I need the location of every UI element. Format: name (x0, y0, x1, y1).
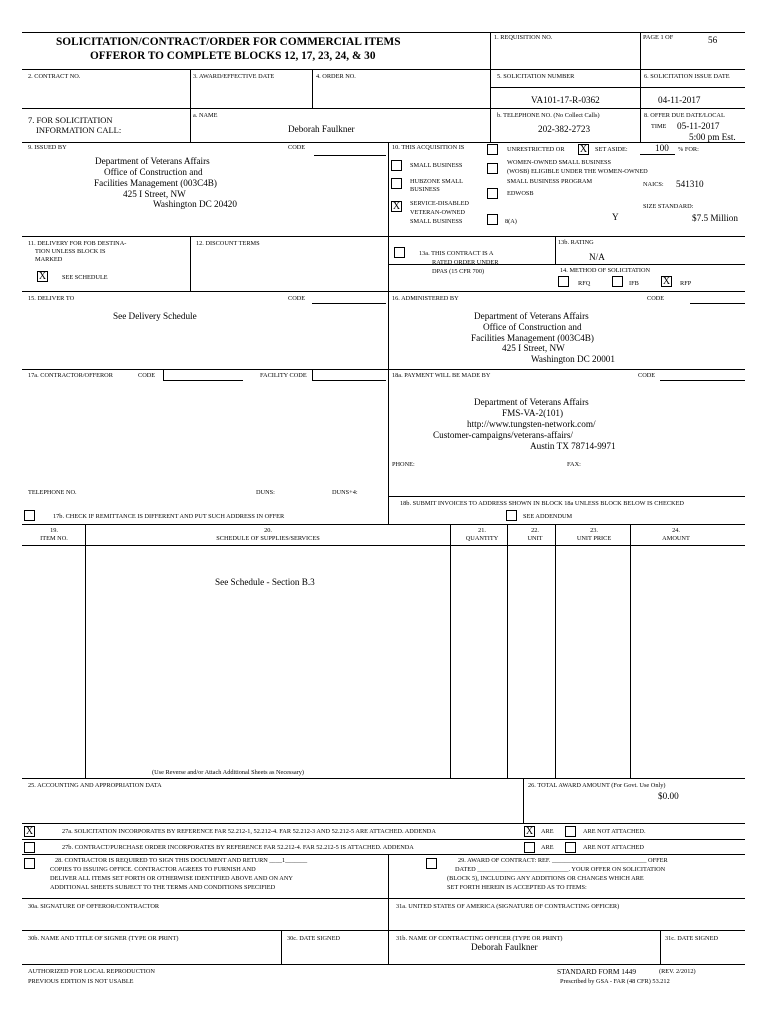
payment-line-2: FMS-VA-2(101) (502, 408, 564, 418)
rule (523, 778, 524, 823)
rated-order-label-1: 13a. THIS CONTRACT IS A (419, 250, 494, 257)
page-total: 56 (708, 35, 718, 45)
telephone-label: b. TELEPHONE NO. (No Collect Calls) (497, 112, 600, 119)
29-checkbox[interactable] (426, 858, 437, 869)
edwosb-checkbox[interactable] (487, 188, 498, 199)
payment-phone-label: PHONE: (392, 461, 415, 468)
rule (555, 524, 556, 778)
contract-no-label: 2. CONTRACT NO. (28, 73, 81, 80)
col-item-no: ITEM NO. (40, 535, 68, 542)
schedule-reference: See Schedule - Section B.3 (215, 577, 315, 587)
27b-are-not-label: ARE NOT ATTACHED (583, 844, 644, 851)
rule (314, 155, 386, 156)
rule (388, 142, 389, 524)
deliver-to-label: 15. DELIVER TO (28, 295, 75, 302)
co-name-label: 31b. NAME OF CONTRACTING OFFICER (TYPE OR PRINT) (396, 935, 563, 942)
col-unit: UNIT (527, 535, 543, 542)
set-aside-percent[interactable]: 100 (655, 143, 669, 153)
sdvosb-label-2: VETERAN-OWNED (410, 209, 465, 216)
payment-line-4: Customer-campaigns/veterans-affairs/ (433, 430, 573, 440)
remittance-label: 17b. CHECK IF REMITTANCE IS DIFFERENT AND PUT SUCH ADDRESS IN OFFER (53, 513, 285, 520)
rule (190, 69, 191, 142)
issued-by-line-5: Washington DC 20420 (153, 199, 237, 209)
administered-by-label: 16. ADMINISTERED BY (392, 295, 459, 302)
payment-line-3: http://www.tungsten-network.com/ (467, 419, 596, 429)
order-no-label: 4. ORDER NO. (316, 73, 356, 80)
col-19-number: 19. (50, 527, 58, 534)
hubzone-label: HUBZONE SMALL (410, 178, 463, 185)
telephone-number[interactable]: 202-382-2723 (538, 124, 591, 134)
27b-text: 27b. CONTRACT/PURCHASE ORDER INCORPORATES BY REFERENCE FAR 52.212-4. FAR 52.212-5 IS ATTACHED. ADDENDA (62, 844, 414, 851)
signer-name-label: 30b. NAME AND TITLE OF SIGNER (TYPE OR PRINT) (28, 935, 179, 942)
page-label: PAGE 1 OF (643, 34, 674, 41)
solicitation-info-label: 7. FOR SOLICITATION (28, 115, 113, 125)
issued-by-line-3: Facilities Management (003C4B) (94, 178, 217, 188)
rfq-label: RFQ (578, 280, 591, 287)
rated-order-checkbox[interactable] (394, 247, 405, 258)
rule (22, 930, 745, 931)
8a-checkbox[interactable] (487, 214, 498, 225)
contractor-telephone-label: TELEPHONE NO. (28, 489, 77, 496)
rated-order-label-2: RATED ORDER UNDER (432, 259, 499, 266)
co-date-label: 31c. DATE SIGNED (665, 935, 718, 942)
offer-due-time[interactable]: 5:00 pm Est. (689, 132, 736, 142)
method-label: 14. METHOD OF SOLICITATION (560, 267, 651, 274)
acquisition-label: 10. THIS ACQUISITION IS (392, 144, 465, 151)
hubzone-checkbox[interactable] (391, 178, 402, 189)
rule (555, 236, 556, 264)
29-line-3: (BLOCK 5), INCLUDING ANY ADDITIONS OR CHANGES WHICH ARE (447, 875, 644, 882)
see-schedule-label: SEE SCHEDULE (62, 274, 108, 281)
contact-name-label: a. NAME (193, 112, 218, 119)
solicitation-number-label: 5. SOLICITATION NUMBER (497, 73, 575, 80)
rfq-checkbox[interactable] (558, 276, 569, 287)
see-schedule-checkbox[interactable]: X (38, 271, 47, 282)
27a-checkbox[interactable]: X (25, 826, 34, 837)
rule (450, 524, 451, 778)
continuation-note: (Use Reverse and/or Attach Additional Sheets as Necessary) (152, 769, 304, 776)
rule (490, 32, 491, 108)
small-business-checkbox[interactable] (391, 160, 402, 171)
sdvosb-label-3: SMALL BUSINESS (410, 218, 463, 225)
wosb-label-3: SMALL BUSINESS PROGRAM (507, 178, 593, 185)
solicitation-date[interactable]: 04-11-2017 (658, 95, 701, 105)
rule (660, 380, 745, 381)
see-addendum-checkbox[interactable] (506, 510, 517, 521)
see-addendum-label: SEE ADDENDUM (523, 513, 573, 520)
issued-by-line-4: 425 I Street, NW (123, 189, 186, 199)
issued-by-line-2: Office of Construction and (104, 167, 203, 177)
requisition-label: 1. REQUISITION NO. (494, 34, 553, 41)
small-business-label: SMALL BUSINESS (410, 162, 463, 169)
rule (660, 930, 661, 964)
fob-label-2: TION UNLESS BLOCK IS (35, 248, 106, 255)
administered-by-line-2: Office of Construction and (483, 322, 582, 332)
rule (640, 32, 641, 142)
discount-terms-label: 12. DISCOUNT TERMS (196, 240, 260, 247)
rule (163, 380, 243, 381)
submit-invoices-label: 18b. SUBMIT INVOICES TO ADDRESS SHOWN IN BLOCK 18a UNLESS BLOCK BELOW IS CHECKED (400, 500, 684, 507)
rule (163, 369, 164, 380)
payment-line-5: Austin TX 78714-9971 (530, 441, 616, 451)
rule (22, 524, 745, 525)
rule (22, 545, 745, 546)
rated-order-label-3: DPAS (15 CFR 700) (432, 268, 485, 275)
total-award-label: 26. TOTAL AWARD AMOUNT (For Govt. Use Only) (528, 782, 666, 789)
fob-label-1: 11. DELIVERY FOR FOB DESTINA- (28, 240, 127, 247)
rule (22, 291, 745, 292)
rule (690, 303, 745, 304)
standard-form-number: STANDARD FORM 1449 (557, 967, 637, 976)
administered-by-line-3: Facilities Management (003C4B) (471, 333, 594, 343)
payment-code-label: CODE (638, 372, 656, 379)
rule (312, 369, 313, 380)
facility-code-label: FACILITY CODE (260, 372, 307, 379)
rule (22, 108, 745, 109)
rule (85, 524, 86, 778)
accounting-label: 25. ACCOUNTING AND APPROPRIATION DATA (28, 782, 162, 789)
administered-by-line-5: Washington DC 20001 (531, 354, 615, 364)
set-aside-label: SET ASIDE: (595, 146, 628, 153)
deliver-to-code-label: CODE (288, 295, 306, 302)
rule (312, 303, 386, 304)
issued-by-label: 9. ISSUED BY (28, 144, 67, 151)
duns4-label: DUNS+4: (332, 489, 358, 496)
rfp-label: RFP (680, 280, 692, 287)
29-line-4: SET FORTH HEREIN IS ACCEPTED AS TO ITEMS: (447, 884, 587, 891)
rule (490, 108, 491, 142)
local-reproduction-note: AUTHORIZED FOR LOCAL REPRODUCTION (28, 968, 155, 975)
administered-by-line-4: 425 I Street, NW (502, 343, 565, 353)
col-amount: AMOUNT (662, 535, 690, 542)
total-award-amount[interactable]: $0.00 (658, 791, 679, 801)
payment-fax-label: FAX: (567, 461, 581, 468)
27a-text: 27a. SOLICITATION INCORPORATES BY REFERENCE FAR 52.212-1, 52.212-4. FAR 52.212-3 AND 52.212-5 ARE ATTACHED. ADDENDA (62, 828, 436, 835)
rule (22, 142, 745, 143)
col-unit-price: UNIT PRICE (576, 535, 612, 542)
rule (22, 778, 745, 779)
solicitation-number[interactable]: VA101-17-R-0362 (531, 95, 600, 105)
remittance-checkbox[interactable] (24, 510, 35, 521)
contact-name[interactable]: Deborah Faulkner (288, 124, 355, 134)
payment-by-label: 18a. PAYMENT WILL BE MADE BY (392, 372, 491, 379)
issued-by-code-label: CODE (288, 144, 306, 151)
28-line-3: DELIVER ALL ITEMS SET FORTH OR OTHERWISE IDENTIFIED ABOVE AND ON ANY (50, 875, 293, 882)
27b-are-label: ARE (541, 844, 554, 851)
set-aside-checkbox[interactable]: X (579, 144, 588, 155)
rating-value[interactable]: N/A (589, 252, 605, 262)
col-21-number: 21. (478, 527, 486, 534)
issued-by-line-1: Department of Veterans Affairs (95, 156, 210, 166)
offeror-date-label: 30c. DATE SIGNED (287, 935, 340, 942)
rule (281, 930, 282, 964)
duns-label: DUNS: (256, 489, 275, 496)
deliver-to-value: See Delivery Schedule (113, 311, 197, 321)
ifb-checkbox[interactable] (612, 276, 623, 287)
rule (22, 839, 745, 840)
award-date-label: 3. AWARD/EFFECTIVE DATE (193, 73, 275, 80)
27b-checkbox[interactable] (24, 842, 35, 853)
percent-for-label: % FOR: (678, 146, 699, 153)
rule (22, 964, 745, 965)
28-line-4: ADDITIONAL SHEETS SUBJECT TO THE TERMS AND CONDITIONS SPECIFIED (50, 884, 276, 891)
previous-edition-note: PREVIOUS EDITION IS NOT USABLE (28, 978, 134, 985)
rating-label: 13b. RATING (558, 239, 594, 246)
col-23-number: 23. (590, 527, 598, 534)
rule (388, 496, 745, 497)
rule (22, 369, 745, 370)
rule (312, 69, 313, 108)
time-label: TIME (651, 123, 667, 130)
hubzone-label-2: BUSINESS (410, 186, 440, 193)
27a-are-label: ARE (541, 828, 554, 835)
edwosb-label: EDWOSB (507, 190, 534, 197)
27a-are-not-checkbox[interactable] (565, 826, 576, 837)
solicitation-info-label-2: INFORMATION CALL: (36, 125, 122, 135)
fob-label-3: MARKED (35, 256, 63, 263)
form-revision: (REV. 2/2012) (659, 968, 696, 975)
col-schedule: SCHEDULE OF SUPPLIES/SERVICES (216, 535, 320, 542)
size-standard-value[interactable]: $7.5 Million (692, 213, 738, 223)
rule (22, 854, 745, 855)
y-mark: Y (612, 212, 619, 222)
col-quantity: QUANTITY (465, 535, 499, 542)
rfp-checkbox[interactable]: X (662, 276, 671, 287)
col-24-number: 24. (672, 527, 680, 534)
administered-by-code-label: CODE (647, 295, 665, 302)
sdvosb-label-1: SERVICE-DISABLED (410, 200, 469, 207)
unrestricted-checkbox[interactable] (487, 144, 498, 155)
naics-label: NAICS: (643, 181, 664, 188)
rule (312, 380, 386, 381)
sdvosb-checkbox[interactable]: X (392, 201, 401, 212)
col-20-number: 20. (264, 527, 272, 534)
rule (22, 823, 745, 824)
rule (22, 898, 745, 899)
rule (507, 524, 508, 778)
size-standard-label: SIZE STANDARD: (643, 203, 694, 210)
rule (630, 524, 631, 778)
offer-due-date[interactable]: 05-11-2017 (677, 121, 720, 131)
offer-due-label: 8. OFFER DUE DATE/LOCAL (644, 112, 725, 119)
rule (22, 69, 745, 70)
solicitation-date-label: 6. SOLICITATION ISSUE DATE (644, 73, 730, 80)
contractor-code-label: CODE (138, 372, 156, 379)
27b-are-not-checkbox[interactable] (565, 842, 576, 853)
naics-code[interactable]: 541310 (676, 179, 704, 189)
27a-are-not-label: ARE NOT ATTACHED. (583, 828, 646, 835)
ifb-label: IFB (629, 280, 639, 287)
29-line-1: 29. AWARD OF CONTRACT: REF. ______________________________ OFFER (458, 857, 668, 864)
8a-label: 8(A) (505, 218, 517, 225)
rule (22, 236, 745, 237)
administered-by-line-1: Department of Veterans Affairs (474, 311, 589, 321)
rule (388, 854, 389, 964)
wosb-label-2: (WOSB) ELIGIBLE UNDER THE WOMEN-OWNED (507, 168, 648, 175)
rule (190, 236, 191, 291)
payment-line-1: Department of Veterans Affairs (474, 397, 589, 407)
wosb-checkbox[interactable] (487, 163, 498, 174)
prescribed-by: Prescribed by GSA - FAR (48 CFR) 53.212 (560, 978, 670, 985)
rule (22, 32, 745, 33)
offeror-signature-label: 30a. SIGNATURE OF OFFEROR/CONTRACTOR (28, 903, 160, 910)
28-line-1: 28. CONTRACTOR IS REQUIRED TO SIGN THIS DOCUMENT AND RETURN ____1_______ (55, 857, 308, 864)
rule (490, 87, 745, 88)
contracting-officer-name[interactable]: Deborah Faulkner (471, 942, 538, 952)
28-checkbox[interactable] (24, 858, 35, 869)
co-signature-label: 31a. UNITED STATES OF AMERICA (SIGNATURE OF CONTRACTING OFFICER) (396, 903, 620, 910)
form-title: SOLICITATION/CONTRACT/ORDER FOR COMMERCIAL ITEMS (56, 36, 401, 48)
unrestricted-label: UNRESTRICTED OR (507, 146, 565, 153)
col-22-number: 22. (531, 527, 539, 534)
contractor-label: 17a. CONTRACTOR/OFFEROR (28, 372, 113, 379)
28-line-2: COPIES TO ISSUING OFFICE. CONTRACTOR AGREES TO FURNISH AND (50, 866, 256, 873)
27b-are-checkbox[interactable] (524, 842, 535, 853)
wosb-label-1: WOMEN-OWNED SMALL BUSINESS (507, 159, 612, 166)
27a-are-checkbox[interactable]: X (525, 826, 534, 837)
rule (640, 154, 675, 155)
29-line-2: DATED _____________________________. YOUR OFFER ON SOLICITATION (455, 866, 666, 873)
form-subtitle: OFFEROR TO COMPLETE BLOCKS 12, 17, 23, 24, & 30 (90, 50, 376, 62)
